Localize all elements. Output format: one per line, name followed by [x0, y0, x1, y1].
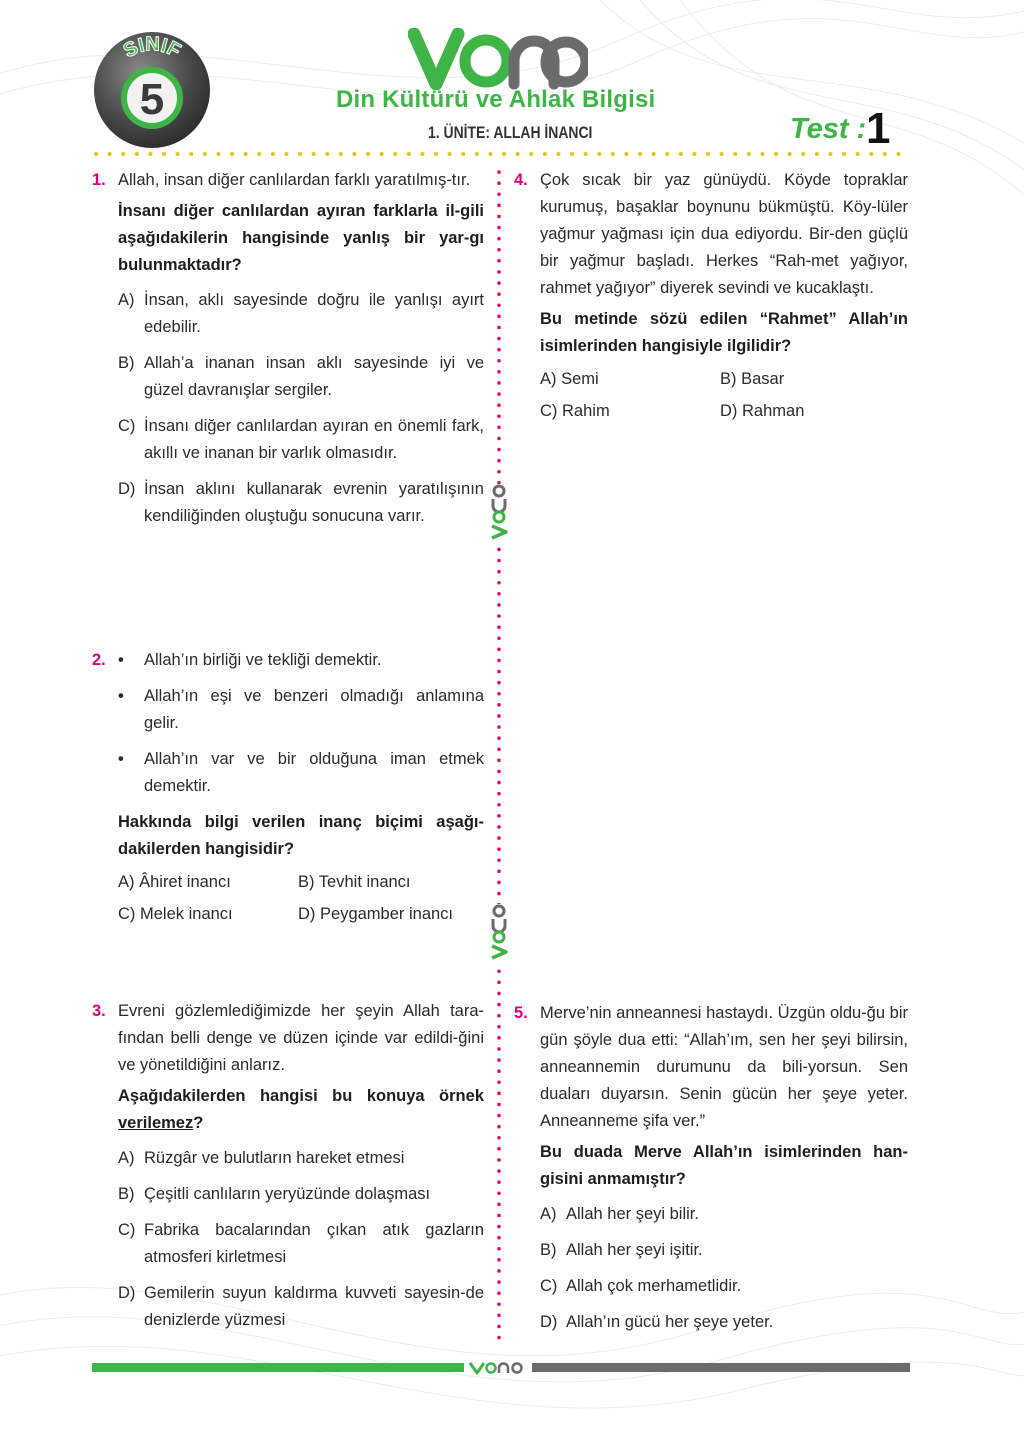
vono-logo [408, 28, 588, 90]
question-4 [514, 167, 908, 425]
bullet-item: • Allah’ın birliği ve tekliği demektir. [118, 651, 382, 669]
question-stem: Evreni gözlemlediğimizde her şeyin Allah tara-fından belli denge ve düzen içinde var edildi-ğini ve yönetildiğini anlarız. [118, 1002, 484, 1074]
option-c[interactable]: C) İnsanı diğer canlılardan ayıran en önemli fark, akıllı ve inanan bir varlık olmasıdır. [118, 417, 484, 462]
header-dotted-divider [94, 150, 910, 158]
question-prompt: Hakkında bilgi verilen inanç biçimi aşağı-dakilerden hangisidir? [118, 813, 484, 858]
option-d[interactable]: D) Peygamber inancı [298, 905, 454, 923]
question-number: 2. [92, 651, 106, 669]
option-d[interactable]: D) İnsan aklını kullanarak evrenin yaratılışının kendiliğinden oluştuğu sonucuna varır. [118, 480, 484, 525]
badge-label: SINIF [120, 33, 185, 63]
question-number: 5. [514, 1004, 528, 1022]
question-number: 4. [514, 171, 528, 189]
option-a[interactable]: A) Semi [540, 370, 599, 388]
question-number: 3. [92, 1002, 106, 1020]
option-b[interactable]: B) Basar [720, 370, 785, 388]
question-prompt: İnsanı diğer canlılardan ayıran farklarla il-gili aşağıdakilerin hangisinde yanlış bir yar-gı bulunmaktadır? [118, 202, 484, 274]
option-a[interactable]: A) Rüzgâr ve bulutların hareket etmesi [118, 1149, 405, 1167]
option-c[interactable]: C) Fabrika bacalarından çıkan atık gazların atmosferi kirletmesi [118, 1221, 484, 1266]
option-d[interactable]: D) Allah’ın gücü her şeye yeter. [540, 1313, 774, 1331]
question-5 [514, 1000, 908, 1345]
test-label: Test : [790, 113, 867, 145]
side-logo [484, 484, 514, 542]
option-a[interactable]: A) Allah her şeyi bilir. [540, 1205, 699, 1223]
grade-badge [92, 30, 212, 150]
question-1 [92, 167, 484, 539]
side-logo [484, 904, 514, 962]
option-b[interactable]: B) Çeşitli canlıların yeryüzünde dolaşması [118, 1185, 431, 1203]
subject-title: Din Kültürü ve Ahlak Bilgisi [336, 86, 656, 113]
question-stem: Allah, insan diğer canlılardan farklı yaratılmış-tır. [118, 171, 471, 189]
option-c[interactable]: C) Rahim [540, 402, 610, 420]
question-stem: Çok sıcak bir yaz günüydü. Köyde topraklar kurumuş, başaklar boynunu bükmüştü. Köy-lüler yağmur yağması için dua ediyordu. Bir-den güçlü bir yağmur başladı. Herkes “Rah-met yağıyor, rahmet yağıyor” diyerek sevindi ve kucaklaştı. [540, 171, 908, 297]
unit-title: 1. ÜNİTE: ALLAH İNANCI [428, 123, 593, 142]
option-b[interactable]: B) Tevhit inancı [298, 873, 411, 891]
option-c[interactable]: C) Melek inancı [118, 905, 233, 923]
badge-number: 5 [139, 75, 165, 124]
option-b[interactable]: B) Allah her şeyi işitir. [540, 1241, 703, 1259]
bullet-item: • Allah’ın var ve bir olduğuna iman etmek demektir. [118, 750, 484, 795]
question-2 [92, 647, 484, 928]
option-b[interactable]: B) Allah’a inanan insan aklı sayesinde iyi ve güzel davranışlar sergiler. [118, 354, 484, 399]
option-a[interactable]: A) İnsan, aklı sayesinde doğru ile yanlışı ayırt edebilir. [118, 291, 484, 336]
test-number: 1 [866, 104, 891, 153]
bullet-item: • Allah’ın eşi ve benzeri olmadığı anlamına gelir. [118, 687, 484, 732]
question-prompt: Bu duada Merve Allah’ın isimlerinden han-gisini anmamıştır? [540, 1143, 908, 1188]
question-prompt: Aşağıdakilerden hangisi bu konuya örnek verilemez? [118, 1087, 484, 1132]
question-prompt: Bu metinde sözü edilen “Rahmet” Allah’ın isimlerinden hangisiyle ilgilidir? [540, 310, 908, 355]
question-number: 1. [92, 171, 106, 189]
column-divider [494, 170, 504, 1350]
option-c[interactable]: C) Allah çok merhametlidir. [540, 1277, 742, 1295]
option-d[interactable]: D) Rahman [720, 402, 805, 420]
footer-logo [470, 1363, 522, 1373]
option-d[interactable]: D) Gemilerin suyun kaldırma kuvveti sayesin-de denizlerde yüzmesi [118, 1284, 484, 1329]
question-3 [92, 998, 484, 1343]
option-a[interactable]: A) Âhiret inancı [118, 873, 231, 891]
footer-bar [92, 1360, 910, 1376]
question-stem: Merve’nin anneannesi hastaydı. Üzgün oldu-ğu bir gün şöyle dua etti: “Allah’ım, sen her şeyi bilirsin, anneannemin durumunu da bili-yorsun. Sen duaları duyarsın. Senin gücün her şeye yeter. Anneanneme şifa ver.” [540, 1004, 908, 1130]
